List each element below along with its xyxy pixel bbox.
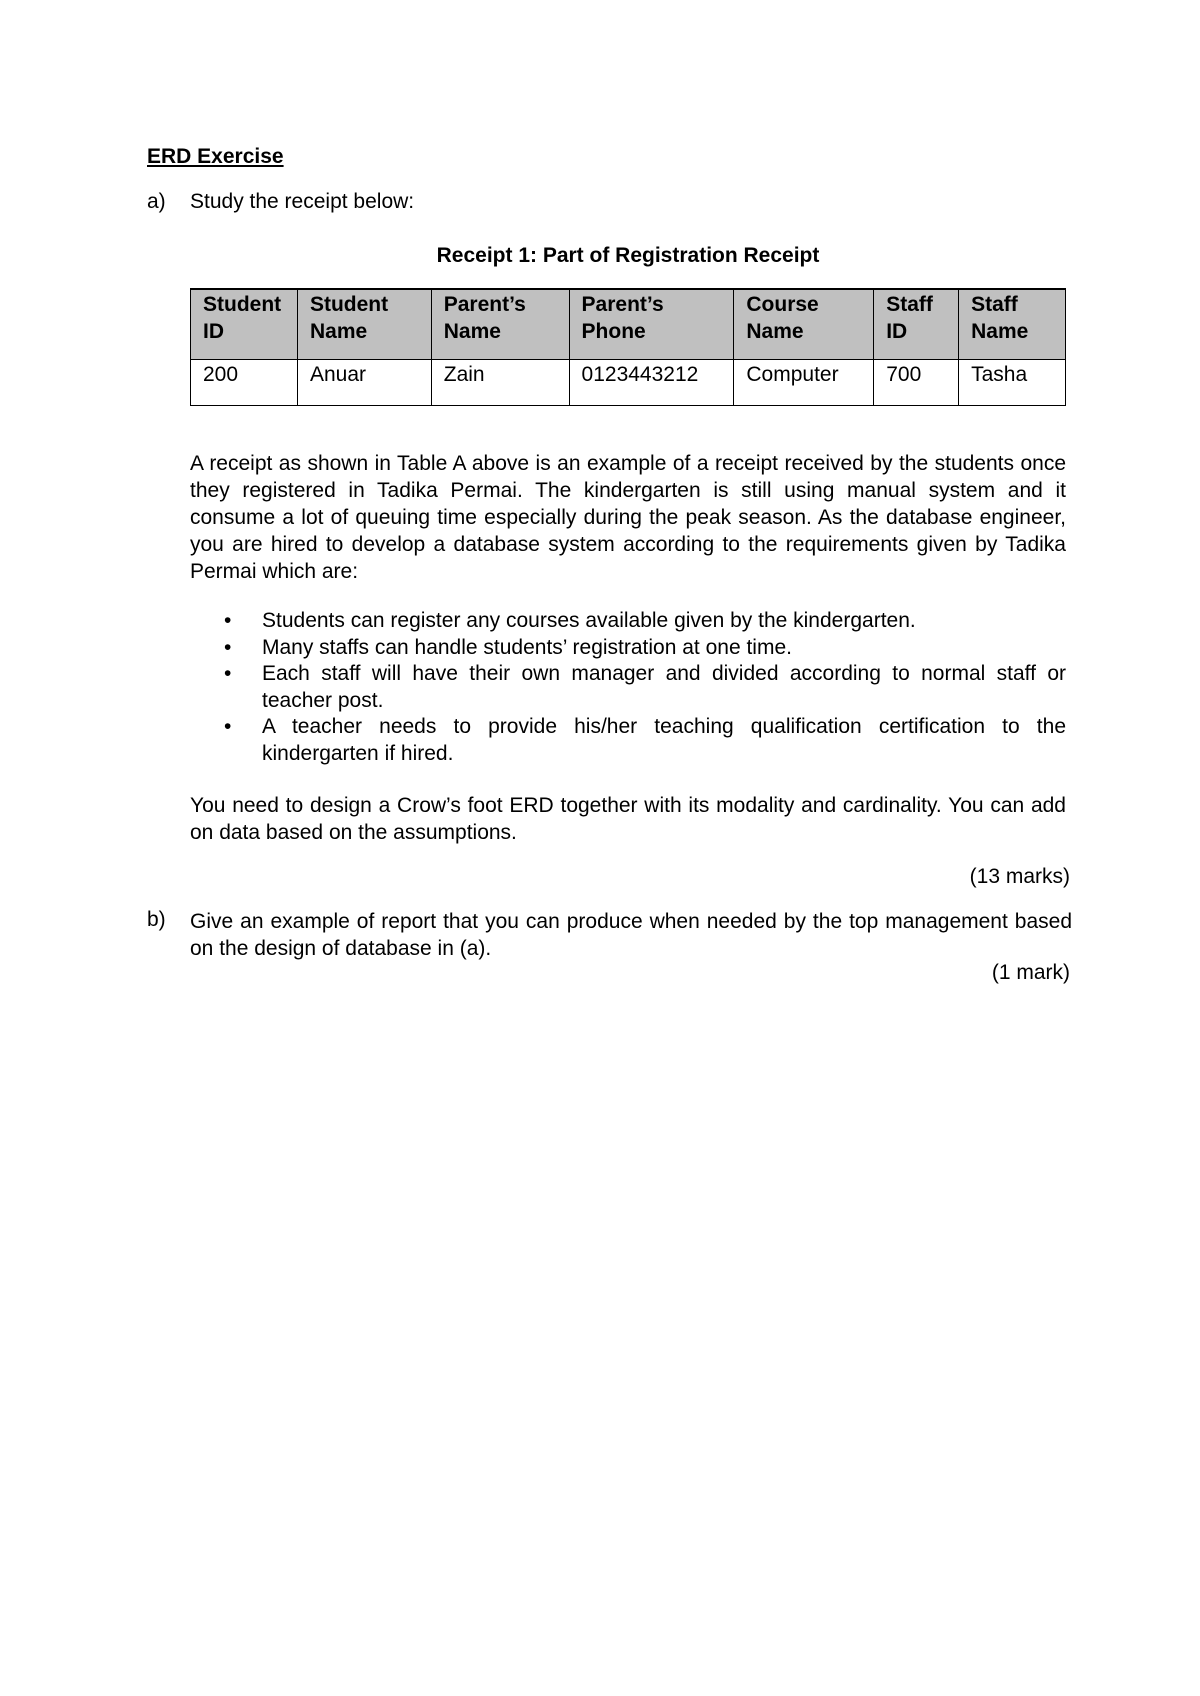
table-cell: Zain <box>431 360 569 406</box>
table-cell: 700 <box>874 360 959 406</box>
table-header-cell: Parent’s Name <box>431 289 569 360</box>
document-title: ERD Exercise <box>147 145 284 168</box>
list-item <box>190 714 1066 767</box>
table-header-cell: Staff Name <box>959 289 1066 360</box>
question-a-label: a) <box>147 190 166 213</box>
table-cell: 200 <box>191 360 298 406</box>
table-cell: Anuar <box>297 360 431 406</box>
table-row <box>191 360 1066 406</box>
table-header-cell: Parent’s Phone <box>569 289 734 360</box>
table-header-row <box>191 289 1066 360</box>
question-b-text: Give an example of report that you can produce when needed by the top management based on the design of database in (a). <box>190 910 1072 960</box>
table-header-cell: Staff ID <box>874 289 959 360</box>
table-header-cell: Student ID <box>191 289 298 360</box>
requirement-text: Each staff will have their own manager and divided according to normal staff or teacher post. <box>262 662 1066 712</box>
description-paragraph: A receipt as shown in Table A above is an example of a receipt received by the students once they registered in Tadika Permai. The kindergarten is still using manual system and it consume a lot of queuing time especially during the peak season. As the database engineer, you are hired to develop a database system according to the requirements given by Tadika Permai which are: <box>190 452 1066 583</box>
requirements-list <box>190 608 1066 767</box>
table-header-cell: Course Name <box>734 289 874 360</box>
table-caption: Receipt 1: Part of Registration Receipt <box>436 244 820 267</box>
requirement-text: A teacher needs to provide his/her teaching qualification certification to the kindergarten if hired. <box>262 715 1066 765</box>
table-cell: 0123443212 <box>569 360 734 406</box>
question-a-intro: Study the receipt below: <box>190 190 415 213</box>
table-header-cell: Student Name <box>297 289 431 360</box>
requirement-text: Students can register any courses available given by the kindergarten. <box>262 609 916 632</box>
list-item <box>190 608 1066 635</box>
bullet-icon: • <box>224 662 232 685</box>
bullet-icon: • <box>224 635 232 659</box>
bullet-icon: • <box>224 609 232 632</box>
list-item <box>190 661 1066 714</box>
question-a-marks: (13 marks) <box>969 865 1070 888</box>
table-cell: Tasha <box>959 360 1066 406</box>
list-item <box>190 635 1066 662</box>
instruction-paragraph: You need to design a Crow’s foot ERD together with its modality and cardinality. You can add on data based on the assumptions. <box>190 794 1066 844</box>
table-cell: Computer <box>734 360 874 406</box>
bullet-icon: • <box>224 715 232 738</box>
receipt-table <box>190 288 1066 406</box>
question-b-label: b) <box>147 908 166 931</box>
question-b-marks: (1 mark) <box>991 961 1070 984</box>
requirement-text: Many staffs can handle students’ registration at one time. <box>262 635 792 659</box>
